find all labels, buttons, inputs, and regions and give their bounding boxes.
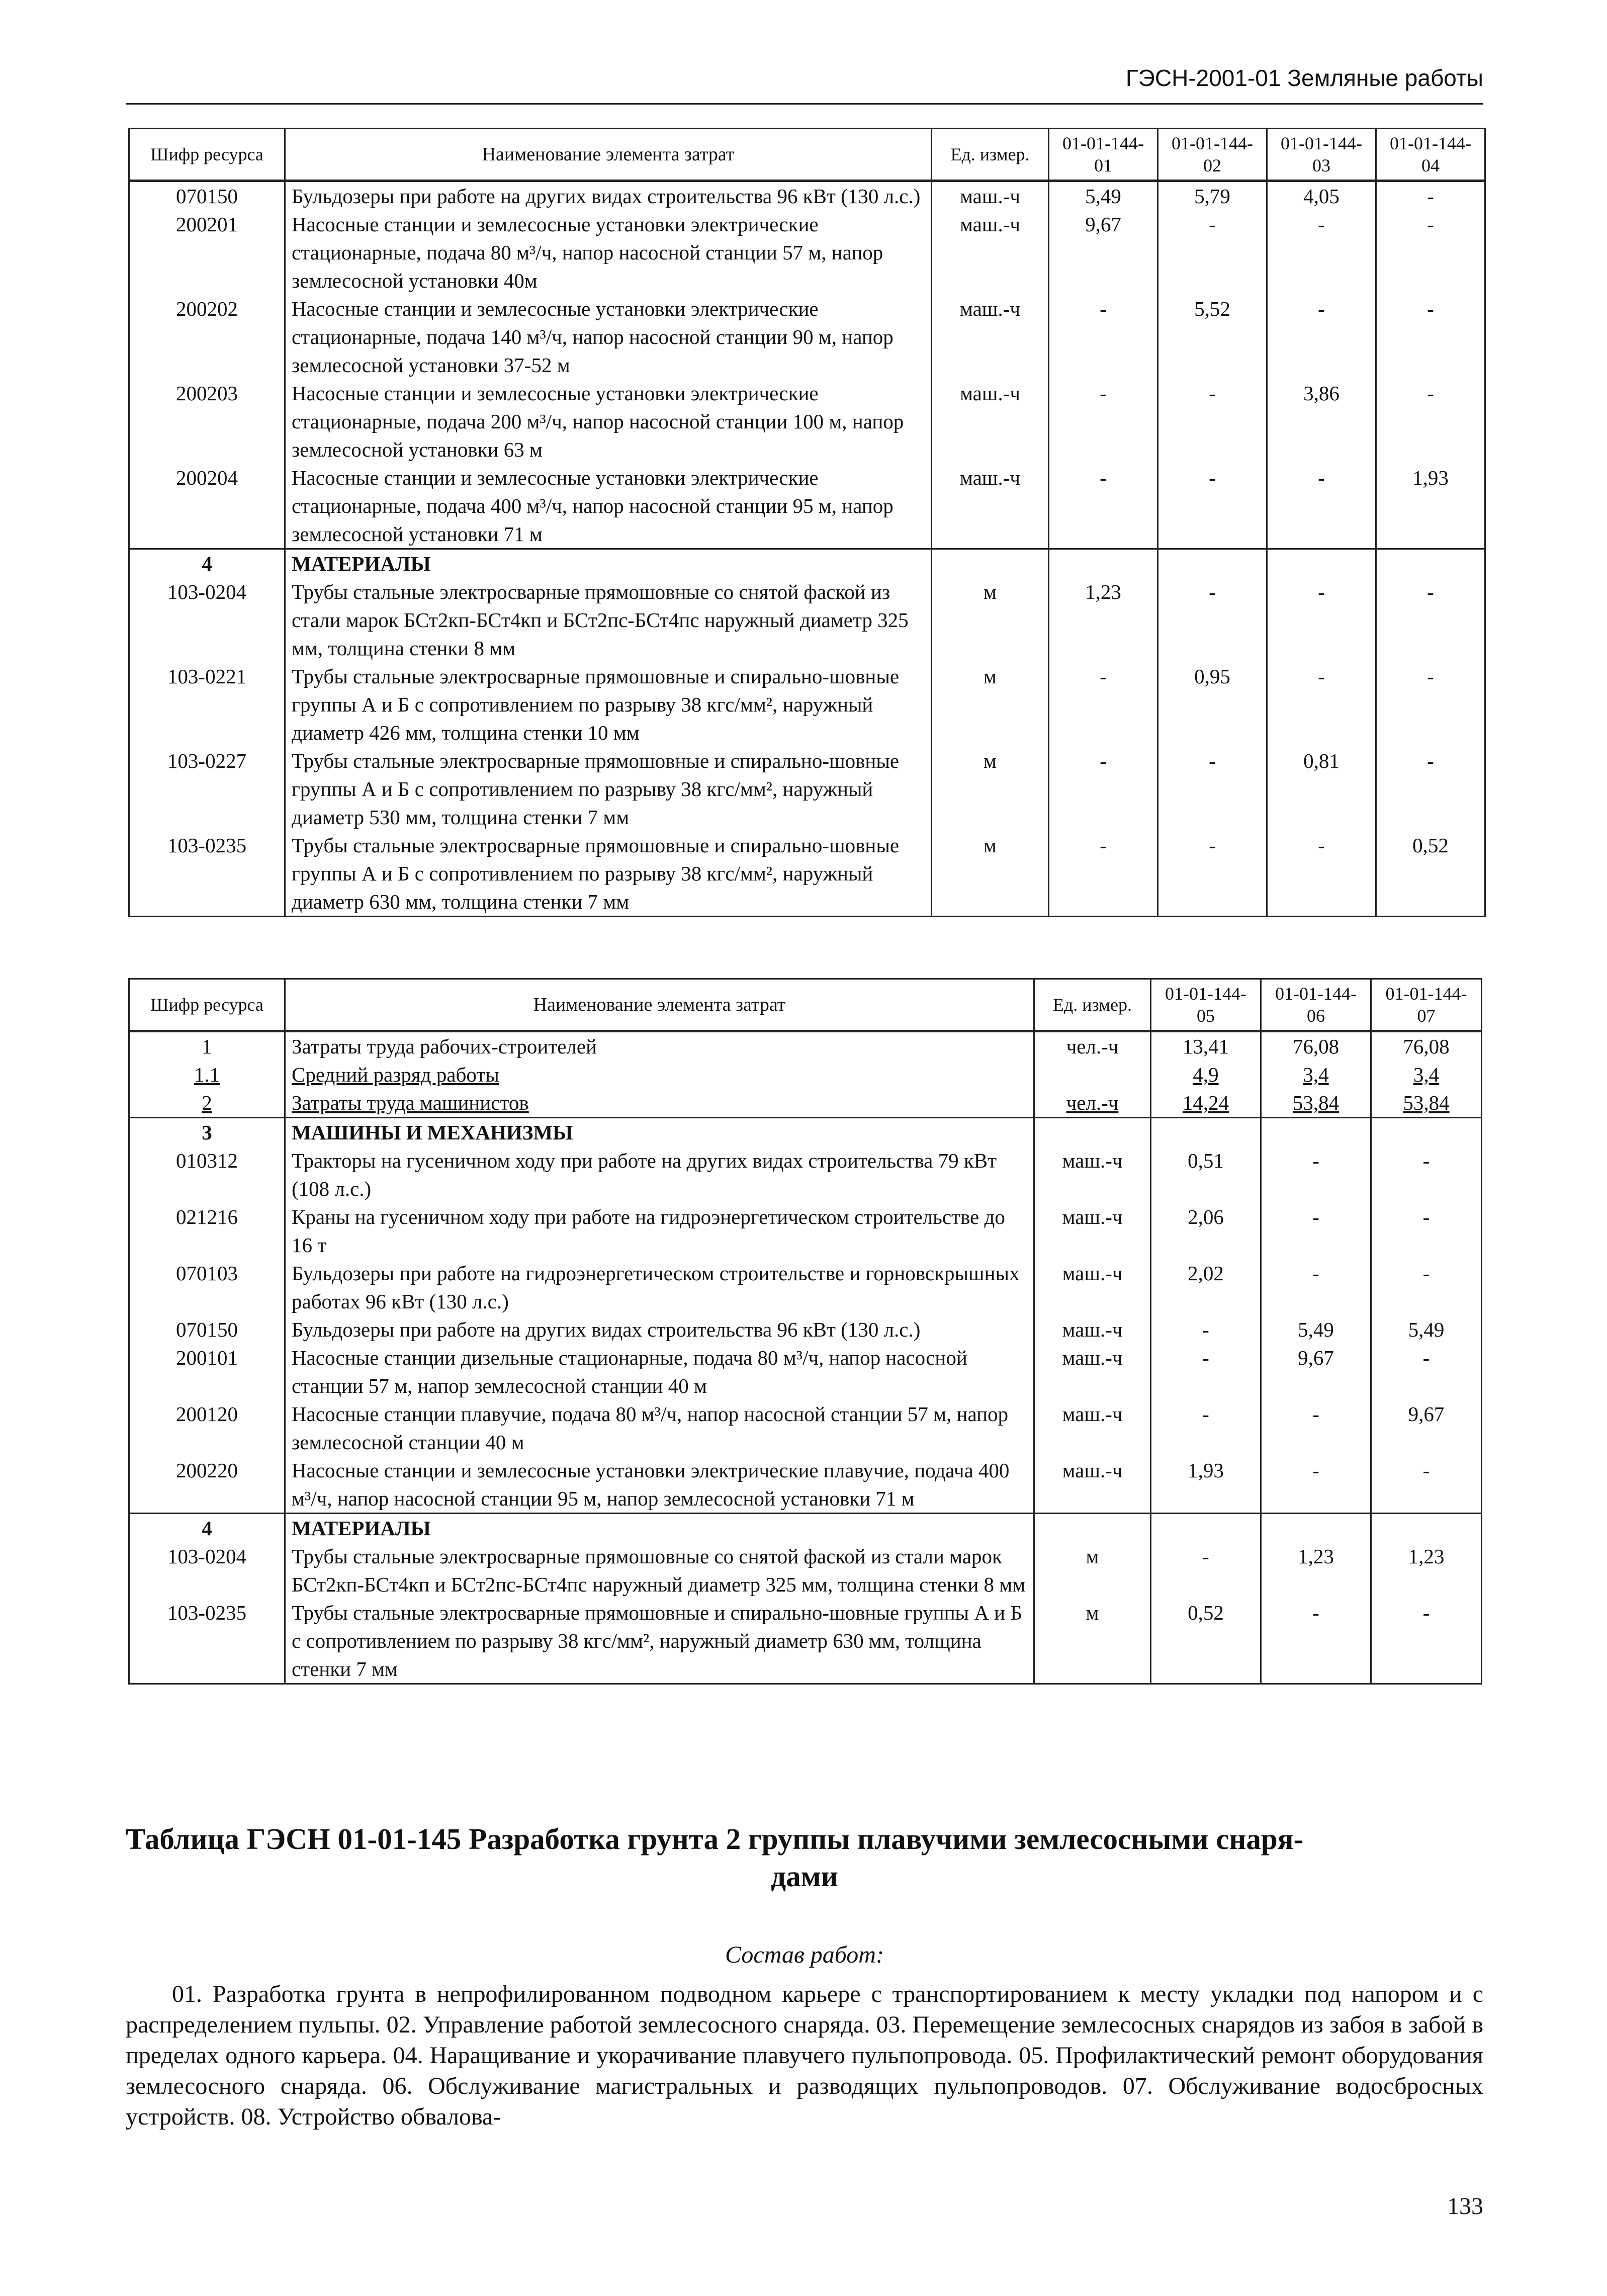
row-value: 0,52: [1376, 831, 1485, 917]
table-row: [129, 1031, 1482, 1061]
row-name: Краны на гусеничном ходу при работе на гидроэнергетическом строительстве до 16 т: [285, 1203, 1034, 1259]
row-code: 103-0227: [129, 747, 285, 831]
row-value: 5,49: [1371, 1315, 1482, 1344]
row-value: -: [1158, 831, 1267, 917]
header-unit: Ед. измер.: [932, 129, 1049, 181]
row-code: 103-0204: [129, 1542, 285, 1599]
row-unit: маш.-ч: [932, 295, 1049, 379]
header-col: 01-01-144-02: [1158, 129, 1267, 181]
row-unit: [1034, 1514, 1151, 1543]
section-code: 4: [129, 1514, 285, 1543]
row-name: Насосные станции дизельные стационарные, подача 80 м³/ч, напор насосной станции 57 м, напор землесосной станции 40 м: [285, 1344, 1034, 1400]
section-row-machines: [129, 1118, 1482, 1147]
row-name: Тракторы на гусеничном ходу при работе на других видах строительства 79 кВт (108 л.с.): [285, 1146, 1034, 1203]
row-value: 14,24: [1151, 1089, 1261, 1118]
table-title: [126, 1820, 1483, 1895]
section-code: 4: [129, 549, 285, 578]
row-value: [1151, 1118, 1261, 1147]
row-unit: [932, 549, 1049, 578]
row-unit: м: [1034, 1542, 1151, 1599]
row-unit: маш.-ч: [1034, 1344, 1151, 1400]
row-value: -: [1376, 662, 1485, 747]
row-name: Насосные станции и землесосные установки электрические плавучие, подача 400 м³/ч, напор насосной станции 95 м, напор землесосной установки 71 м: [285, 1456, 1034, 1514]
composition-label: Состав работ:: [725, 1941, 884, 1968]
row-value: -: [1049, 295, 1158, 379]
row-value: -: [1261, 1146, 1371, 1203]
section-row-materials: [129, 549, 1485, 578]
section-row-materials: [129, 1514, 1482, 1543]
cost-table-144-05-07: [128, 978, 1482, 1685]
page-number: 133: [1447, 2193, 1483, 2220]
row-value: 1,23: [1049, 578, 1158, 662]
row-value: [1376, 549, 1485, 578]
row-value: 2,06: [1151, 1203, 1261, 1259]
row-value: 5,52: [1158, 295, 1267, 379]
row-value: -: [1261, 1599, 1371, 1684]
row-value: [1151, 1514, 1261, 1543]
row-value: [1261, 1118, 1371, 1147]
row-value: -: [1158, 464, 1267, 549]
row-value: -: [1376, 210, 1485, 295]
row-value: -: [1261, 1203, 1371, 1259]
header-col: 01-01-144-03: [1267, 129, 1376, 181]
row-unit: [1034, 1061, 1151, 1089]
header-col: 01-01-144-05: [1151, 979, 1261, 1031]
row-code: 103-0204: [129, 578, 285, 662]
row-value: -: [1371, 1146, 1482, 1203]
row-value: 0,95: [1158, 662, 1267, 747]
row-value: -: [1371, 1259, 1482, 1315]
row-name: Бульдозеры при работе на гидроэнергетическом строительстве и горновскрышных работах 96 кВт (130 л.с.): [285, 1259, 1034, 1315]
row-value: -: [1151, 1400, 1261, 1456]
table-row: [129, 1344, 1482, 1400]
row-value: -: [1267, 295, 1376, 379]
row-value: -: [1049, 379, 1158, 464]
row-value: 76,08: [1261, 1031, 1371, 1061]
row-unit: маш.-ч: [1034, 1315, 1151, 1344]
header-col: 01-01-144-01: [1049, 129, 1158, 181]
row-code: 070103: [129, 1259, 285, 1315]
row-name: Трубы стальные электросварные прямошовные со снятой фаской из стали марок БСт2кп-БСт4кп и БСт2пс-БСт4пс наружный диаметр 325 мм, толщина стенки 8 мм: [285, 578, 932, 662]
row-unit: маш.-ч: [1034, 1146, 1151, 1203]
row-value: -: [1376, 295, 1485, 379]
row-value: -: [1371, 1456, 1482, 1514]
row-value: 9,67: [1371, 1400, 1482, 1456]
row-unit: маш.-ч: [932, 464, 1049, 549]
row-code: 200201: [129, 210, 285, 295]
table-title-line: дами: [771, 1860, 838, 1893]
row-name: Трубы стальные электросварные прямошовные и спирально-шовные группы А и Б с сопротивлением по разрыву 38 кгс/мм², наружный диаметр 426 мм, толщина стенки 10 мм: [285, 662, 932, 747]
table-row: [129, 210, 1485, 295]
row-value: 9,67: [1261, 1344, 1371, 1400]
row-unit: маш.-ч: [1034, 1456, 1151, 1514]
row-code: 103-0235: [129, 831, 285, 917]
row-value: -: [1371, 1203, 1482, 1259]
row-value: -: [1376, 379, 1485, 464]
table-header-row: [129, 129, 1485, 181]
row-value: -: [1371, 1344, 1482, 1400]
row-unit: м: [1034, 1599, 1151, 1684]
table-row: [129, 1146, 1482, 1203]
row-code: 070150: [129, 1315, 285, 1344]
row-unit: маш.-ч: [1034, 1400, 1151, 1456]
row-name: Насосные станции и землесосные установки электрические стационарные, подача 400 м³/ч, напор насосной станции 95 м, напор землесосной установки 71 м: [285, 464, 932, 549]
table-row: [129, 578, 1485, 662]
row-code: 1.1: [129, 1061, 285, 1089]
header-col: 01-01-144-06: [1261, 979, 1371, 1031]
row-name: Бульдозеры при работе на других видах строительства 96 кВт (130 л.с.): [285, 181, 932, 211]
row-name: Насосные станции плавучие, подача 80 м³/ч, напор насосной станции 57 м, напор землесосной станции 40 м: [285, 1400, 1034, 1456]
row-value: -: [1267, 464, 1376, 549]
table-row: [129, 747, 1485, 831]
section-code: 3: [129, 1118, 285, 1147]
row-value: -: [1158, 747, 1267, 831]
row-code: 200220: [129, 1456, 285, 1514]
header-rule: [126, 103, 1483, 105]
row-value: -: [1151, 1315, 1261, 1344]
row-value: -: [1376, 747, 1485, 831]
row-value: -: [1267, 662, 1376, 747]
row-value: -: [1049, 747, 1158, 831]
row-value: [1158, 549, 1267, 578]
table-row: [129, 1400, 1482, 1456]
section-heading: МАТЕРИАЛЫ: [285, 549, 932, 578]
row-value: 76,08: [1371, 1031, 1482, 1061]
cost-table-144-01-04: [128, 128, 1486, 917]
header-code: Шифр ресурса: [129, 979, 285, 1031]
row-value: 3,4: [1371, 1061, 1482, 1089]
table-row: [129, 831, 1485, 917]
row-value: [1267, 549, 1376, 578]
row-value: 5,49: [1049, 181, 1158, 211]
row-value: [1371, 1118, 1482, 1147]
row-unit: [1034, 1118, 1151, 1147]
header-col: 01-01-144-07: [1371, 979, 1482, 1031]
table-row: [129, 464, 1485, 549]
row-value: -: [1261, 1456, 1371, 1514]
row-value: 0,52: [1151, 1599, 1261, 1684]
row-value: 1,93: [1151, 1456, 1261, 1514]
row-value: 1,23: [1371, 1542, 1482, 1599]
row-name: Средний разряд работы: [285, 1061, 1034, 1089]
row-unit: чел.-ч: [1034, 1089, 1151, 1118]
row-value: 13,41: [1151, 1031, 1261, 1061]
row-value: 5,79: [1158, 181, 1267, 211]
row-value: -: [1158, 578, 1267, 662]
row-code: 070150: [129, 181, 285, 211]
row-code: 103-0235: [129, 1599, 285, 1684]
row-value: -: [1267, 831, 1376, 917]
row-value: [1371, 1514, 1482, 1543]
section-heading: МАШИНЫ И МЕХАНИЗМЫ: [285, 1118, 1034, 1147]
header-name: Наименование элемента затрат: [285, 979, 1034, 1031]
row-value: -: [1376, 181, 1485, 211]
row-name: Бульдозеры при работе на других видах строительства 96 кВт (130 л.с.): [285, 1315, 1034, 1344]
table-row: [129, 1456, 1482, 1514]
row-code: 200202: [129, 295, 285, 379]
row-value: [1261, 1514, 1371, 1543]
row-unit: чел.-ч: [1034, 1031, 1151, 1061]
row-unit: маш.-ч: [932, 210, 1049, 295]
row-name: Трубы стальные электросварные прямошовные и спирально-шовные группы А и Б с сопротивлением по разрыву 38 кгс/мм², наружный диаметр 630 мм, толщина стенки 7 мм: [285, 831, 932, 917]
table-row: [129, 1061, 1482, 1089]
table-row: [129, 1203, 1482, 1259]
header-code: Шифр ресурса: [129, 129, 285, 181]
row-value: 53,84: [1371, 1089, 1482, 1118]
row-value: 3,86: [1267, 379, 1376, 464]
table-row: [129, 379, 1485, 464]
row-unit: маш.-ч: [932, 379, 1049, 464]
row-value: -: [1261, 1400, 1371, 1456]
row-unit: маш.-ч: [1034, 1259, 1151, 1315]
row-value: -: [1376, 578, 1485, 662]
row-value: -: [1267, 210, 1376, 295]
row-value: 0,51: [1151, 1146, 1261, 1203]
row-code: 200204: [129, 464, 285, 549]
row-value: -: [1371, 1599, 1482, 1684]
table-row: [129, 181, 1485, 211]
row-value: 9,67: [1049, 210, 1158, 295]
row-value: -: [1049, 831, 1158, 917]
table-row: [129, 1542, 1482, 1599]
table-row: [129, 295, 1485, 379]
row-value: 1,23: [1261, 1542, 1371, 1599]
header-unit: Ед. измер.: [1034, 979, 1151, 1031]
row-value: 4,05: [1267, 181, 1376, 211]
row-value: [1049, 549, 1158, 578]
row-unit: м: [932, 662, 1049, 747]
row-code: 1: [129, 1031, 285, 1061]
row-name: Насосные станции и землесосные установки электрические стационарные, подача 80 м³/ч, напор насосной станции 57 м, напор землесосной установки 40м: [285, 210, 932, 295]
running-head: ГЭСН-2001-01 Земляные работы: [1125, 65, 1483, 91]
row-unit: маш.-ч: [1034, 1203, 1151, 1259]
row-value: 53,84: [1261, 1089, 1371, 1118]
row-unit: м: [932, 578, 1049, 662]
row-value: 4,9: [1151, 1061, 1261, 1089]
row-code: 200120: [129, 1400, 285, 1456]
row-name: Трубы стальные электросварные прямошовные и спирально-шовные группы А и Б с сопротивлением по разрыву 38 кгс/мм², наружный диаметр 530 мм, толщина стенки 7 мм: [285, 747, 932, 831]
table-row: [129, 1259, 1482, 1315]
header-name: Наименование элемента затрат: [285, 129, 932, 181]
row-code: 010312: [129, 1146, 285, 1203]
composition-text: 01. Разработка грунта в непрофилированном подводном карьере с транспортированием к месту укладки под напором и с распределением пульпы. 02. Управление работой землесосного снаряда. 03. Перемещение землесосных снарядов из забоя в забой в пределах одного карьера. 04. Наращивание и укорачивание плавучего пульпопровода. 05. Профилактический ремонт оборудования землесосного снаряда. 06. Обслуживание магистральных и разводящих пульпопроводов. 07. Обслуживание водосбросных устройств. 08. Устройство обвалова-: [126, 1981, 1483, 2130]
row-name: Насосные станции и землесосные установки электрические стационарные, подача 200 м³/ч, напор насосной станции 100 м, напор землесосной установки 63 м: [285, 379, 932, 464]
row-unit: м: [932, 747, 1049, 831]
row-code: 103-0221: [129, 662, 285, 747]
row-value: 2,02: [1151, 1259, 1261, 1315]
row-name: Затраты труда рабочих-строителей: [285, 1031, 1034, 1061]
table-header-row: [129, 979, 1482, 1031]
row-value: -: [1151, 1344, 1261, 1400]
row-code: 2: [129, 1089, 285, 1118]
header-col: 01-01-144-04: [1376, 129, 1485, 181]
row-value: -: [1261, 1259, 1371, 1315]
table-row: [129, 1315, 1482, 1344]
row-value: -: [1151, 1542, 1261, 1599]
row-value: 3,4: [1261, 1061, 1371, 1089]
table-row: [129, 1599, 1482, 1684]
row-unit: м: [932, 831, 1049, 917]
table-row: [129, 1089, 1482, 1118]
row-value: -: [1049, 464, 1158, 549]
row-value: -: [1267, 578, 1376, 662]
row-value: -: [1049, 662, 1158, 747]
row-value: 5,49: [1261, 1315, 1371, 1344]
table-title-line: Таблица ГЭСН 01-01-145 Разработка грунта 2 группы плавучими землесосными снаря-: [126, 1822, 1304, 1856]
row-name: Затраты труда машинистов: [285, 1089, 1034, 1118]
row-value: -: [1158, 210, 1267, 295]
row-value: 1,93: [1376, 464, 1485, 549]
row-unit: маш.-ч: [932, 181, 1049, 211]
row-code: 200101: [129, 1344, 285, 1400]
row-code: 021216: [129, 1203, 285, 1259]
row-code: 200203: [129, 379, 285, 464]
row-name: Трубы стальные электросварные прямошовные и спирально-шовные группы А и Б с сопротивлением по разрыву 38 кгс/мм², наружный диаметр 630 мм, толщина стенки 7 мм: [285, 1599, 1034, 1684]
row-name: Насосные станции и землесосные установки электрические стационарные, подача 140 м³/ч, напор насосной станции 90 м, напор землесосной установки 37-52 м: [285, 295, 932, 379]
row-value: 0,81: [1267, 747, 1376, 831]
table-row: [129, 662, 1485, 747]
row-name: Трубы стальные электросварные прямошовные со снятой фаской из стали марок БСт2кп-БСт4кп и БСт2пс-БСт4пс наружный диаметр 325 мм, толщина стенки 8 мм: [285, 1542, 1034, 1599]
section-heading: МАТЕРИАЛЫ: [285, 1514, 1034, 1543]
row-value: -: [1158, 379, 1267, 464]
